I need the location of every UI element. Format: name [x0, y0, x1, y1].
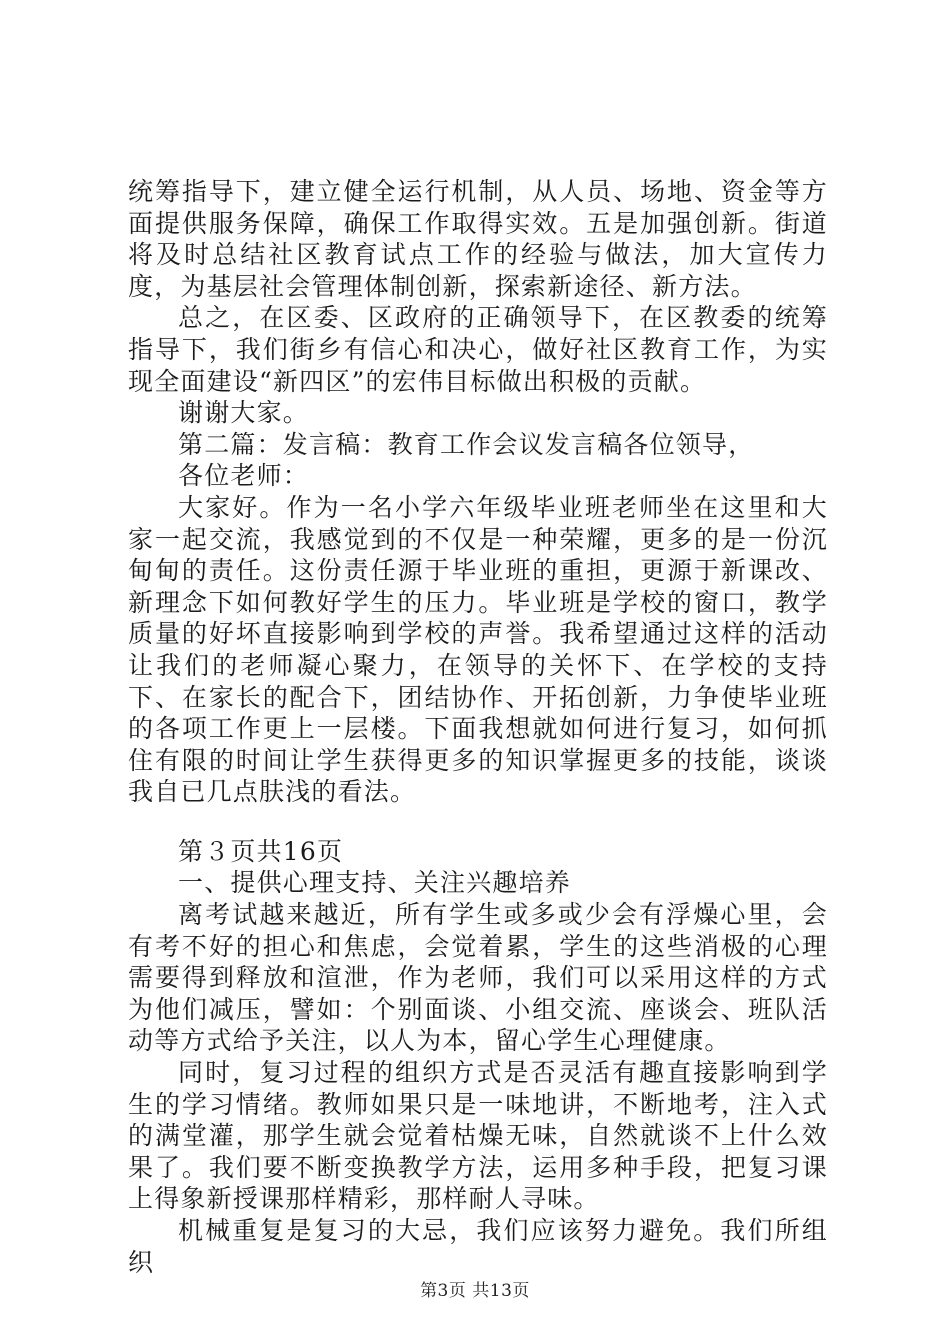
paragraph-4: 第二篇：发言稿：教育工作会议发言稿各位领导，	[178, 429, 755, 459]
paragraph-gap	[128, 808, 828, 836]
paragraph-5: 各位老师：	[178, 461, 310, 491]
paragraph-6: 大家好。作为一名小学六年级毕业班老师坐在这里和大家一起交流，我感觉到的不仅是一种荣耀，更多的是一份沉甸甸的责任。这份责任源于毕业班的重担，更源于新课改、新理念下如何教好学生的压力。毕业班是学校的窗口，教学质量的好坏直接影响到学校的声誉。我希望通过这样的活动让我们的老师凝心聚力，在领导的关怀下、在学校的支持下、在家长的配合下，团结协作、开拓创新，力争使毕业班的各项工作更上一层楼。下面我想就如何进行复习，如何抓住有限的时间让学生获得更多的知识掌握更多的技能，谈谈我自已几点肤浅的看法。	[128, 492, 828, 807]
paragraph-9: 离考试越来越近，所有学生或多或少会有浮燥心里，会有考不好的担心和焦虑，会觉着累，学生的这些消极的心理需要得到释放和渲泄，作为老师，我们可以采用这样的方式为他们减压，譬如：个别面谈、小组交流、座谈会、班队活动等方式给予关注，以人为本，留心学生心理健康。	[128, 900, 828, 1056]
section-heading: 一、提供心理支持、关注兴趣培养	[178, 868, 572, 898]
paragraph-10: 同时，复习过程的组织方式是否灵活有趣直接影响到学生的学习情绪。教师如果只是一味地讲，不断地考，注入式的满堂灌，那学生就会觉着枯燥无味，自然就谈不上什么效果了。我们要不断变换教学方法，运用多种手段，把复习课上得象新授课那样精彩，那样耐人寻味。	[128, 1058, 828, 1214]
paragraph-11: 机械重复是复习的大忌，我们应该努力避免。我们所组织	[128, 1216, 828, 1277]
inline-page-marker: 第３页共16页	[178, 836, 344, 866]
paragraph-1: 统筹指导下，建立健全运行机制，从人员、场地、资金等方面提供服务保障，确保工作取得实效。五是加强创新。街道将及时总结社区教育试点工作的经验与做法，加大宣传力度，为基层社会管理体制创新，探索新途径、新方法。	[128, 177, 828, 301]
paragraph-2: 总之，在区委、区政府的正确领导下，在区教委的统筹指导下，我们街乡有信心和决心，做好社区教育工作，为实现全面建设“新四区”的宏伟目标做出积极的贡献。	[128, 303, 828, 396]
paragraph-3: 谢谢大家。	[178, 398, 310, 428]
page-footer: 第3页 共13页	[420, 1281, 530, 1301]
document-body	[128, 176, 828, 1278]
